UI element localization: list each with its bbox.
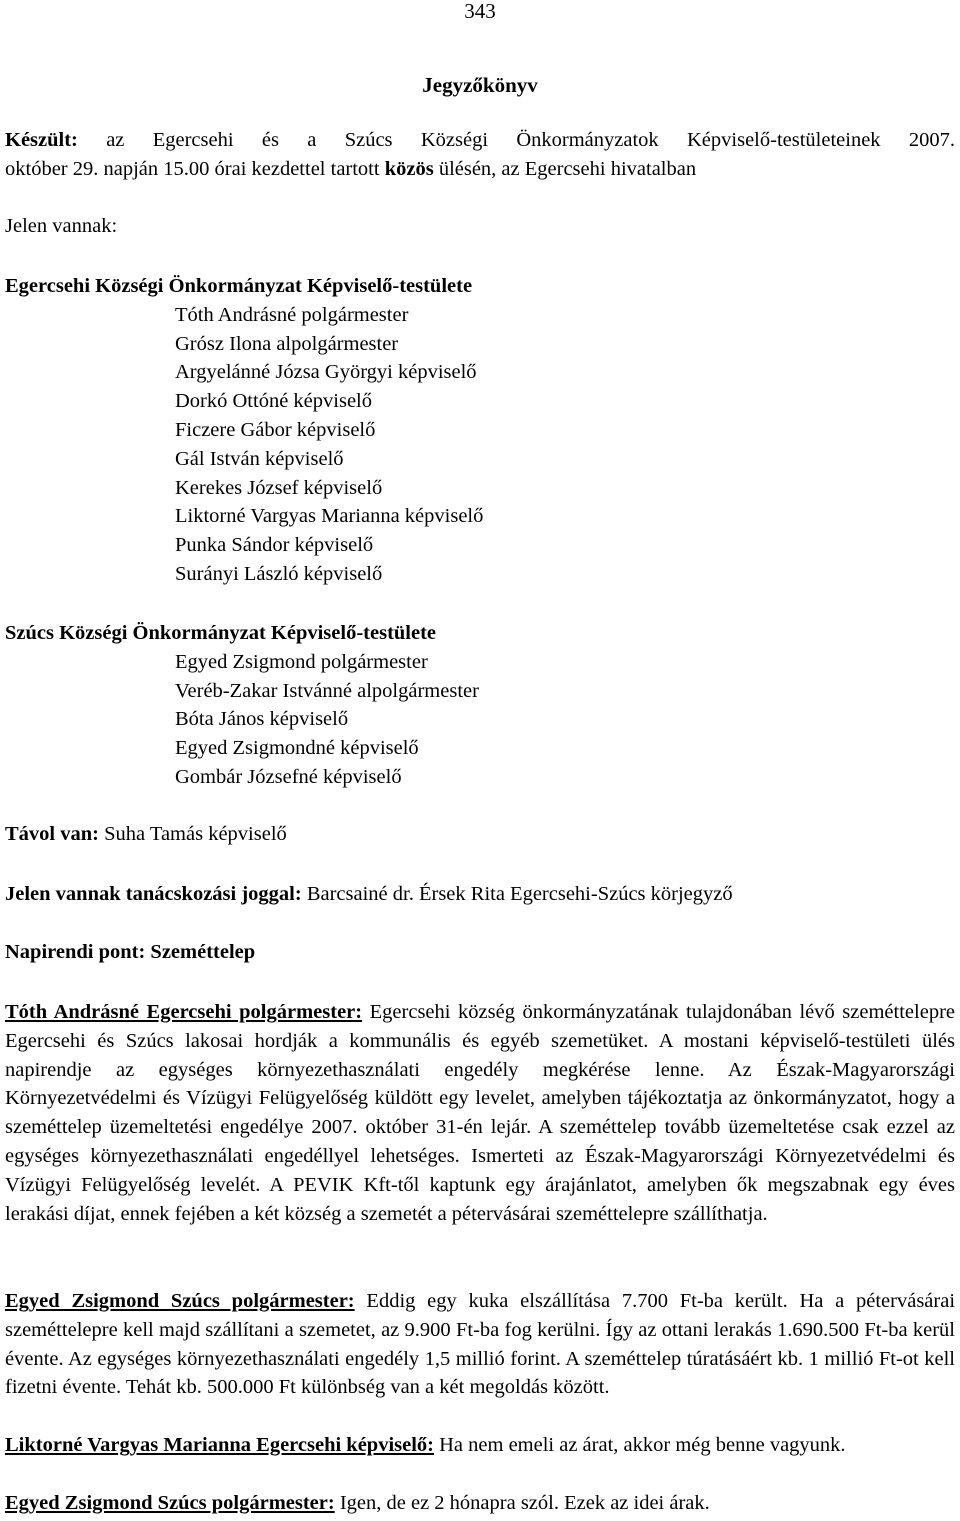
egercsehi-section	[5, 272, 955, 589]
speech-2	[5, 1287, 955, 1402]
member-item: Gál István képviselő	[175, 447, 344, 470]
member-item: Bóta János képviselő	[175, 708, 349, 731]
intro-text-2a: október 29. napján 15.00 órai kezdettel tartott	[5, 157, 380, 180]
egercsehi-member-list	[5, 301, 955, 589]
intro-text-1: az Egercsehi és a Szúcs Községi Önkormányzatok Képviselő-testületeinek 2007.	[106, 129, 956, 151]
member-item: Kerekes József képviselő	[175, 476, 383, 499]
member-item: Tóth Andrásné polgármester	[175, 303, 409, 326]
member-item: Dorkó Ottóné képviselő	[175, 390, 372, 413]
intro-text-2-bold: közös	[384, 157, 434, 180]
speech-text: Egercsehi község önkormányzatának tulajdonában lévő szeméttelepre Egercsehi és Szúcs lakosai hordják a kommunális és egyéb szemetüket. A mostani képviselő-testületi ülés napirendje az egységes környezethasználati engedély megkérése lenne. Az Észak-Magyarországi Környezetvédelmi és Vízügyi Felügyelőség küldött egy levelet, amelyben tájékoztatja az önkormányzatot, hogy a szeméttelep üzemeltetési engedélye 2007. október 31-én lejár. A szeméttelep tovább üzemeltetése csak ezzel az egységes környezethasználati engedéllyel lehetséges. Ismerteti az Észak-Magyarországi Környezetvédelmi és Vízügyi Felügyelőség levelét. A PEVIK Kft-től kaptunk egy árajánlatot, amelyben ők megszabnak egy éves lerakási díjat, ennek fejében a két község a szemetét a pétervásárai szeméttelepre szállíthatja.	[5, 1001, 955, 1225]
member-item: Punka Sándor képviselő	[175, 534, 374, 557]
intro-line-1	[5, 126, 955, 155]
member-item: Grósz Ilona alpolgármester	[175, 332, 399, 355]
egercsehi-heading: Egercsehi Községi Önkormányzat Képviselő-testülete	[5, 275, 473, 297]
speaker-name: Liktorné Vargyas Marianna Egercsehi képviselő:	[5, 1434, 434, 1456]
present-heading: Jelen vannak:	[5, 215, 118, 237]
speaker-name: Tóth Andrásné Egercsehi polgármester:	[5, 1001, 363, 1023]
szucs-member-list	[5, 648, 955, 792]
agenda-heading: Napirendi pont: Szeméttelep	[5, 941, 256, 963]
intro-text-2b: ülésén, az Egercsehi hivatalban	[438, 157, 697, 180]
speech-text: Eddig egy kuka elszállítása 7.700 Ft-ba került. Ha a pétervásárai szeméttelepre kell majd szállítani a szemetet, az 9.900 Ft-ba fog kerülni. Így az ottani lerakás 1.690.500 Ft-ba kerül évente. Az egységes környezethasználati engedély 1,5 millió forint. A szeméttelep túratásáért kb. 1 millió Ft-ot kell fizetni évente. Tehát kb. 500.000 Ft különbség van a két megoldás között.	[5, 1290, 956, 1399]
member-item: Liktorné Vargyas Marianna képviselő	[175, 505, 484, 528]
member-item: Ficzere Gábor képviselő	[175, 418, 376, 441]
absent-text: Suha Tamás képviselő	[104, 823, 287, 845]
absent-line	[5, 820, 955, 849]
page-number: 343	[464, 0, 496, 23]
speaker-name: Egyed Zsigmond Szúcs polgármester:	[5, 1492, 335, 1514]
speech-text: Igen, de ez 2 hónapra szól. Ezek az idei árak.	[339, 1492, 710, 1514]
speech-3	[5, 1431, 955, 1460]
absent-label: Távol van:	[5, 823, 99, 845]
member-item: Argyelánné Józsa Györgyi képviselő	[175, 361, 477, 384]
intro-line-2	[5, 155, 955, 184]
member-item: Egyed Zsigmond polgármester	[175, 650, 428, 673]
advisory-text: Barcsainé dr. Érsek Rita Egercsehi-Szúcs körjegyző	[306, 883, 733, 905]
speech-text: Ha nem emeli az árat, akkor még benne vagyunk.	[439, 1434, 846, 1456]
member-item: Egyed Zsigmondné képviselő	[175, 737, 419, 760]
advisory-line	[5, 880, 955, 909]
member-item: Gombár Józsefné képviselő	[175, 765, 402, 788]
szucs-heading: Szúcs Községi Önkormányzat Képviselő-testülete	[5, 622, 437, 644]
szucs-section	[5, 619, 955, 792]
advisory-label: Jelen vannak tanácskozási joggal:	[5, 883, 302, 905]
document-title: Jegyzőkönyv	[422, 73, 538, 97]
intro-label: Készült:	[5, 129, 78, 151]
speech-1	[5, 998, 955, 1228]
member-item: Surányi László képviselő	[175, 562, 383, 585]
speaker-name: Egyed Zsigmond Szúcs polgármester:	[5, 1290, 355, 1312]
member-item: Veréb-Zakar Istvánné alpolgármester	[175, 679, 479, 702]
intro-paragraph	[5, 126, 955, 184]
speech-4	[5, 1489, 955, 1518]
